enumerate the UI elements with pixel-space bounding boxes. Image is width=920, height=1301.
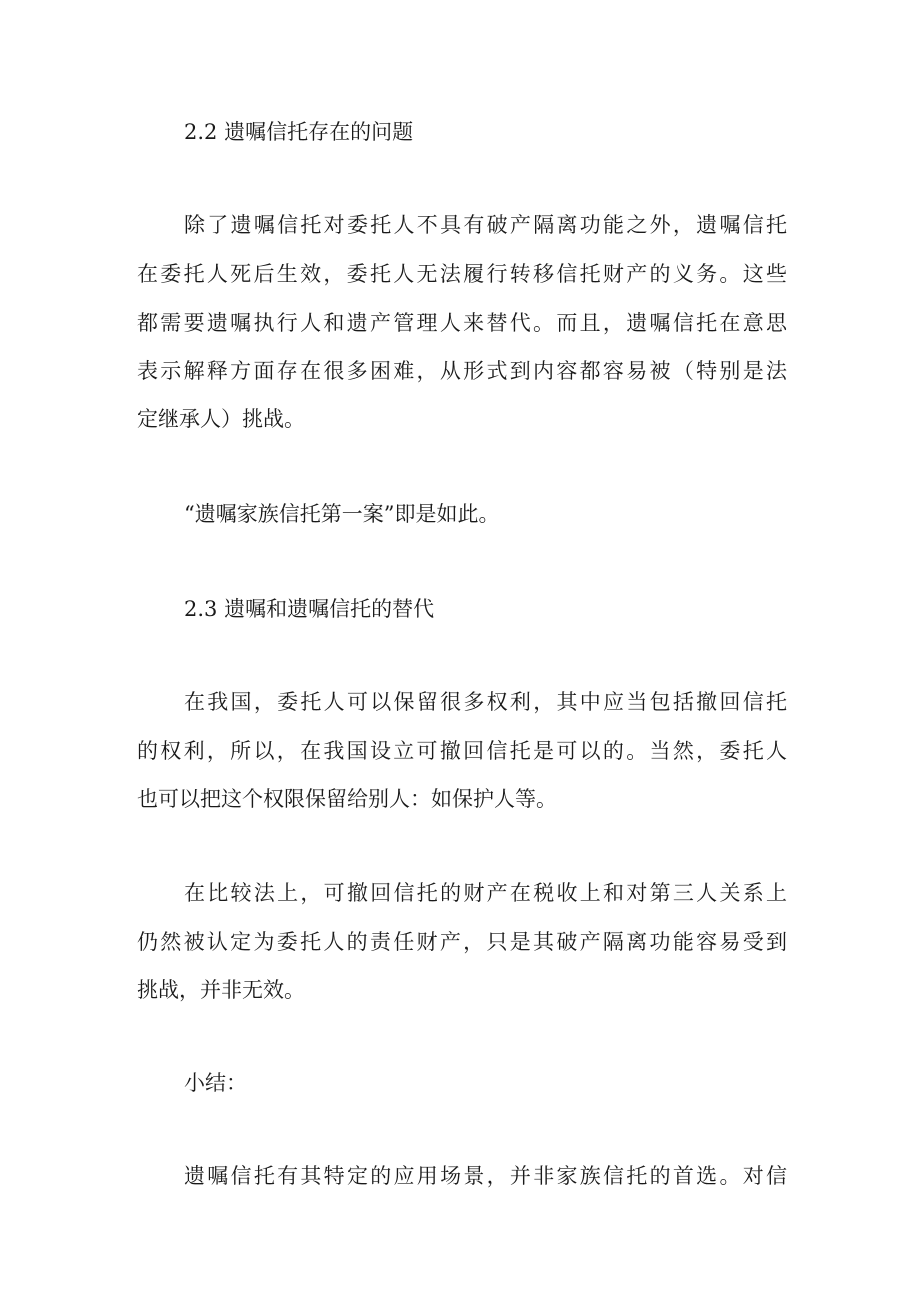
paragraph-1-line-3: 都需要遗嘱执行人和遗产管理人来替代。而且，遗嘱信托在意思 — [137, 311, 787, 335]
summary-label: 小结： — [184, 1071, 247, 1095]
paragraph-1-line-4: 表示解释方面存在很多困难，从形式到内容都容易被（特别是法 — [137, 359, 787, 383]
paragraph-4-line-2: 仍然被认定为委托人的责任财产，只是其破产隔离功能容易受到 — [137, 930, 787, 954]
paragraph-2: “遗嘱家族信托第一案”即是如此。 — [184, 502, 500, 526]
paragraph-1-line-1: 除了遗嘱信托对委托人不具有破产隔离功能之外，遗嘱信托 — [184, 213, 787, 237]
section-heading-2-3: 2.3 遗嘱和遗嘱信托的替代 — [184, 597, 435, 621]
paragraph-4-line-3: 挑战，并非无效。 — [137, 978, 305, 1002]
section-heading-2-2: 2.2 遗嘱信托存在的问题 — [184, 120, 414, 144]
paragraph-5-line-1: 遗嘱信托有其特定的应用场景，并非家族信托的首选。对信 — [184, 1164, 787, 1188]
paragraph-3-line-3: 也可以把这个权限保留给别人：如保护人等。 — [137, 787, 557, 811]
paragraph-1-line-2: 在委托人死后生效，委托人无法履行转移信托财产的义务。这些 — [137, 262, 787, 286]
paragraph-1-line-5: 定继承人）挑战。 — [137, 407, 305, 431]
paragraph-3-line-2: 的权利，所以，在我国设立可撤回信托是可以的。当然，委托人 — [137, 739, 787, 763]
paragraph-3-line-1: 在我国，委托人可以保留很多权利，其中应当包括撤回信托 — [184, 690, 787, 714]
paragraph-4-line-1: 在比较法上，可撤回信托的财产在税收上和对第三人关系上 — [184, 881, 787, 905]
